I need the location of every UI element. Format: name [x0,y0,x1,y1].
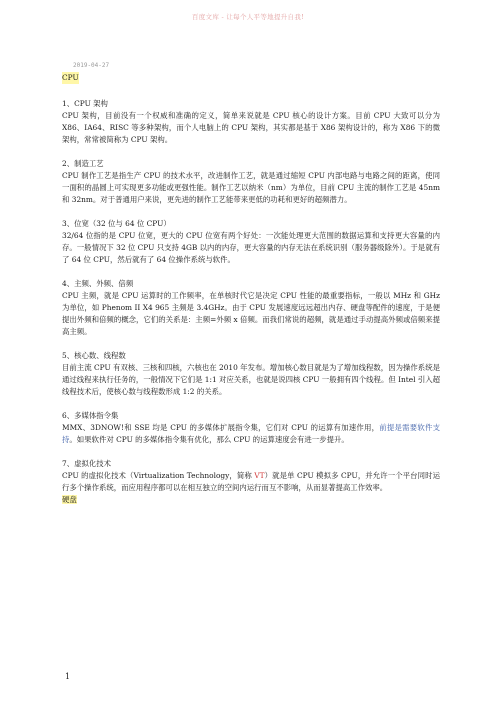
section-heading-bitwidth: 3、位宽（32 位与 64 位 CPU） [62,219,171,228]
section-body-virtualization [62,470,440,494]
section-heading-frequency: 4、主频、外频、倍频 [62,279,134,288]
section-body-instruction-set [62,422,440,446]
section-body-cores-threads: 目前主流 CPU 有双核、三核和四核，六核也在 2010 年发布。增加核心数目就是为了增加线程数，因为操作系统是通过线程来执行任务的，一般情况下它们是 1:1 对应关系，也就是说四核 CPU 一般拥有四个线程。但 Intel 引入超线程技术后，使核心数与线程数形成 1:2 的关系。 [62,363,440,396]
section-body-frequency: CPU 主频，就是 CPU 运算时的工作频率，在单核时代它是决定 CPU 性能的最重要指标，一般以 MHz 和 GHz 为单位，如 Phenom II X4 965 主频是 3.4GHz。由于 CPU 发展速度远远超出内存、硬盘等配件的速度，于是便提出外频和倍频的概念，它们的关系是：主频=外频 x 倍频。而我们常说的超频，就是通过手动提高外频或倍频来提高主频。 [62,291,440,336]
section-body-architecture: CPU 架构，目前没有一个权威和准确的定义，简单来说就是 CPU 核心的设计方案。目前 CPU 大致可以分为 X86、IA64、RISC 等多种架构，而个人电脑上的 CPU 架构，其实都是基于 X86 架构设计的，称为 X86 下的微架构，常常被简称为 CPU 架构。 [62,111,440,144]
instruction-set-text-prefix: MMX、3DNOW!和 SSE 均是 CPU 的多媒体扩展指令集，它们对 CPU 的运算有加速作用， [62,423,380,432]
section-body-process: CPU 制作工艺是指生产 CPU 的技术水平，改进制作工艺，就是通过缩短 CPU 内部电路与电路之间的距离，使同一面积的晶圆上可实现更多功能或更强性能。制作工艺以纳米（nm）为单位，目前 CPU 主流的制作工艺是 45nm 和 32nm。对于普通用户来说，更先进的制作工艺能带来更低的功耗和更好的超频潜力。 [62,171,440,204]
page-number: 1 [65,672,71,681]
section-heading-virtualization: 7、虚拟化技术 [62,459,112,468]
section-heading-cores-threads: 5、核心数、线程数 [62,351,126,360]
virtualization-text-prefix: CPU 的虚拟化技术（Virtualization Technology，简称 [62,471,255,480]
watermark: 百度文库 - 让每个人平等地提升自我! [191,13,305,21]
document-title: CPU [62,73,79,82]
section-body-bitwidth: 32/64 位指的是 CPU 位宽，更大的 CPU 位宽有两个好处：一次能处理更大范围的数据运算和支持更大容量的内存。一般情况下 32 位 CPU 只支持 4GB 以内的内存，更大容量的内存无法在系统识别（服务器级除外）。于是就有了 64 位 CPU，然后就有了 64 位操作系统与软件。 [62,231,440,264]
section-heading-instruction-set: 6、多媒体指令集 [62,411,119,420]
instruction-set-text-suffix: 。如果软件对 CPU 的多媒体指令集有优化，那么 CPU 的运算速度会有进一步提升。 [69,435,349,444]
vt-keyword: VT [254,471,265,480]
next-section-title: 硬盘 [62,495,77,504]
section-heading-process: 2、制造工艺 [62,159,104,168]
virtualization-text-suffix: ）就是单 CPU 模拟多 CPU，并允许一个平台同时运行多个操作系统，而应用程序都可以在相互独立的空间内运行而互不影响，从而显著提高工作效率。 [62,471,440,492]
document-date: 2019-04-27 [73,62,110,69]
document-body [62,72,440,506]
section-heading-architecture: 1、CPU 架构 [62,99,108,108]
software-support-link[interactable]: 前提是需要软件支持 [62,423,440,444]
